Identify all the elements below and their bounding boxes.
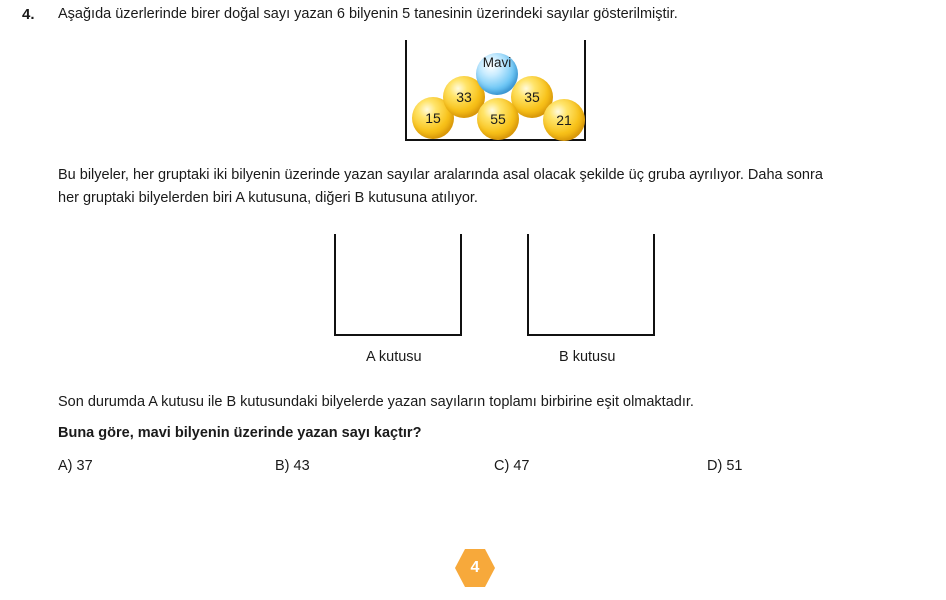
box-a xyxy=(334,234,462,336)
box-b-label: B kutusu xyxy=(559,349,616,365)
question-condition: Son durumda A kutusu ile B kutusundaki bilyelerde yazan sayıların toplamı birbirine eşit olmaktadır. xyxy=(58,394,694,410)
option-b[interactable]: B) 43 xyxy=(275,458,310,474)
option-c[interactable]: C) 47 xyxy=(494,458,530,474)
ball-55: 55 xyxy=(477,98,519,140)
box-a-label: A kutusu xyxy=(366,349,422,365)
ball-33: 33 xyxy=(443,76,485,118)
paragraph-line-1: Bu bilyeler, her gruptaki iki bilyenin üzerinde yazan sayılar aralarında asal olacak şekilde üç gruba ayrılıyor. Daha sonra xyxy=(58,167,823,183)
ball-blue: Mavi xyxy=(476,53,518,95)
ball-35: 35 xyxy=(511,76,553,118)
question-intro: Aşağıda üzerlerinde birer doğal sayı yazan 6 bilyenin 5 tanesinin üzerindeki sayılar gösterilmiştir. xyxy=(58,6,678,22)
box-b xyxy=(527,234,655,336)
question-number: 4. xyxy=(22,6,35,23)
question-paragraph xyxy=(58,164,938,210)
question-prompt: Buna göre, mavi bilyenin üzerinde yazan sayı kaçtır? xyxy=(58,425,422,441)
ball-21: 21 xyxy=(543,99,585,141)
marble-container xyxy=(405,40,586,141)
option-a[interactable]: A) 37 xyxy=(58,458,93,474)
ball-15: 15 xyxy=(412,97,454,139)
page-number-badge xyxy=(454,548,496,588)
option-d[interactable]: D) 51 xyxy=(707,458,743,474)
page-number: 4 xyxy=(470,559,480,576)
paragraph-line-2: her gruptaki bilyelerden biri A kutusuna, diğeri B kutusuna atılıyor. xyxy=(58,190,478,206)
